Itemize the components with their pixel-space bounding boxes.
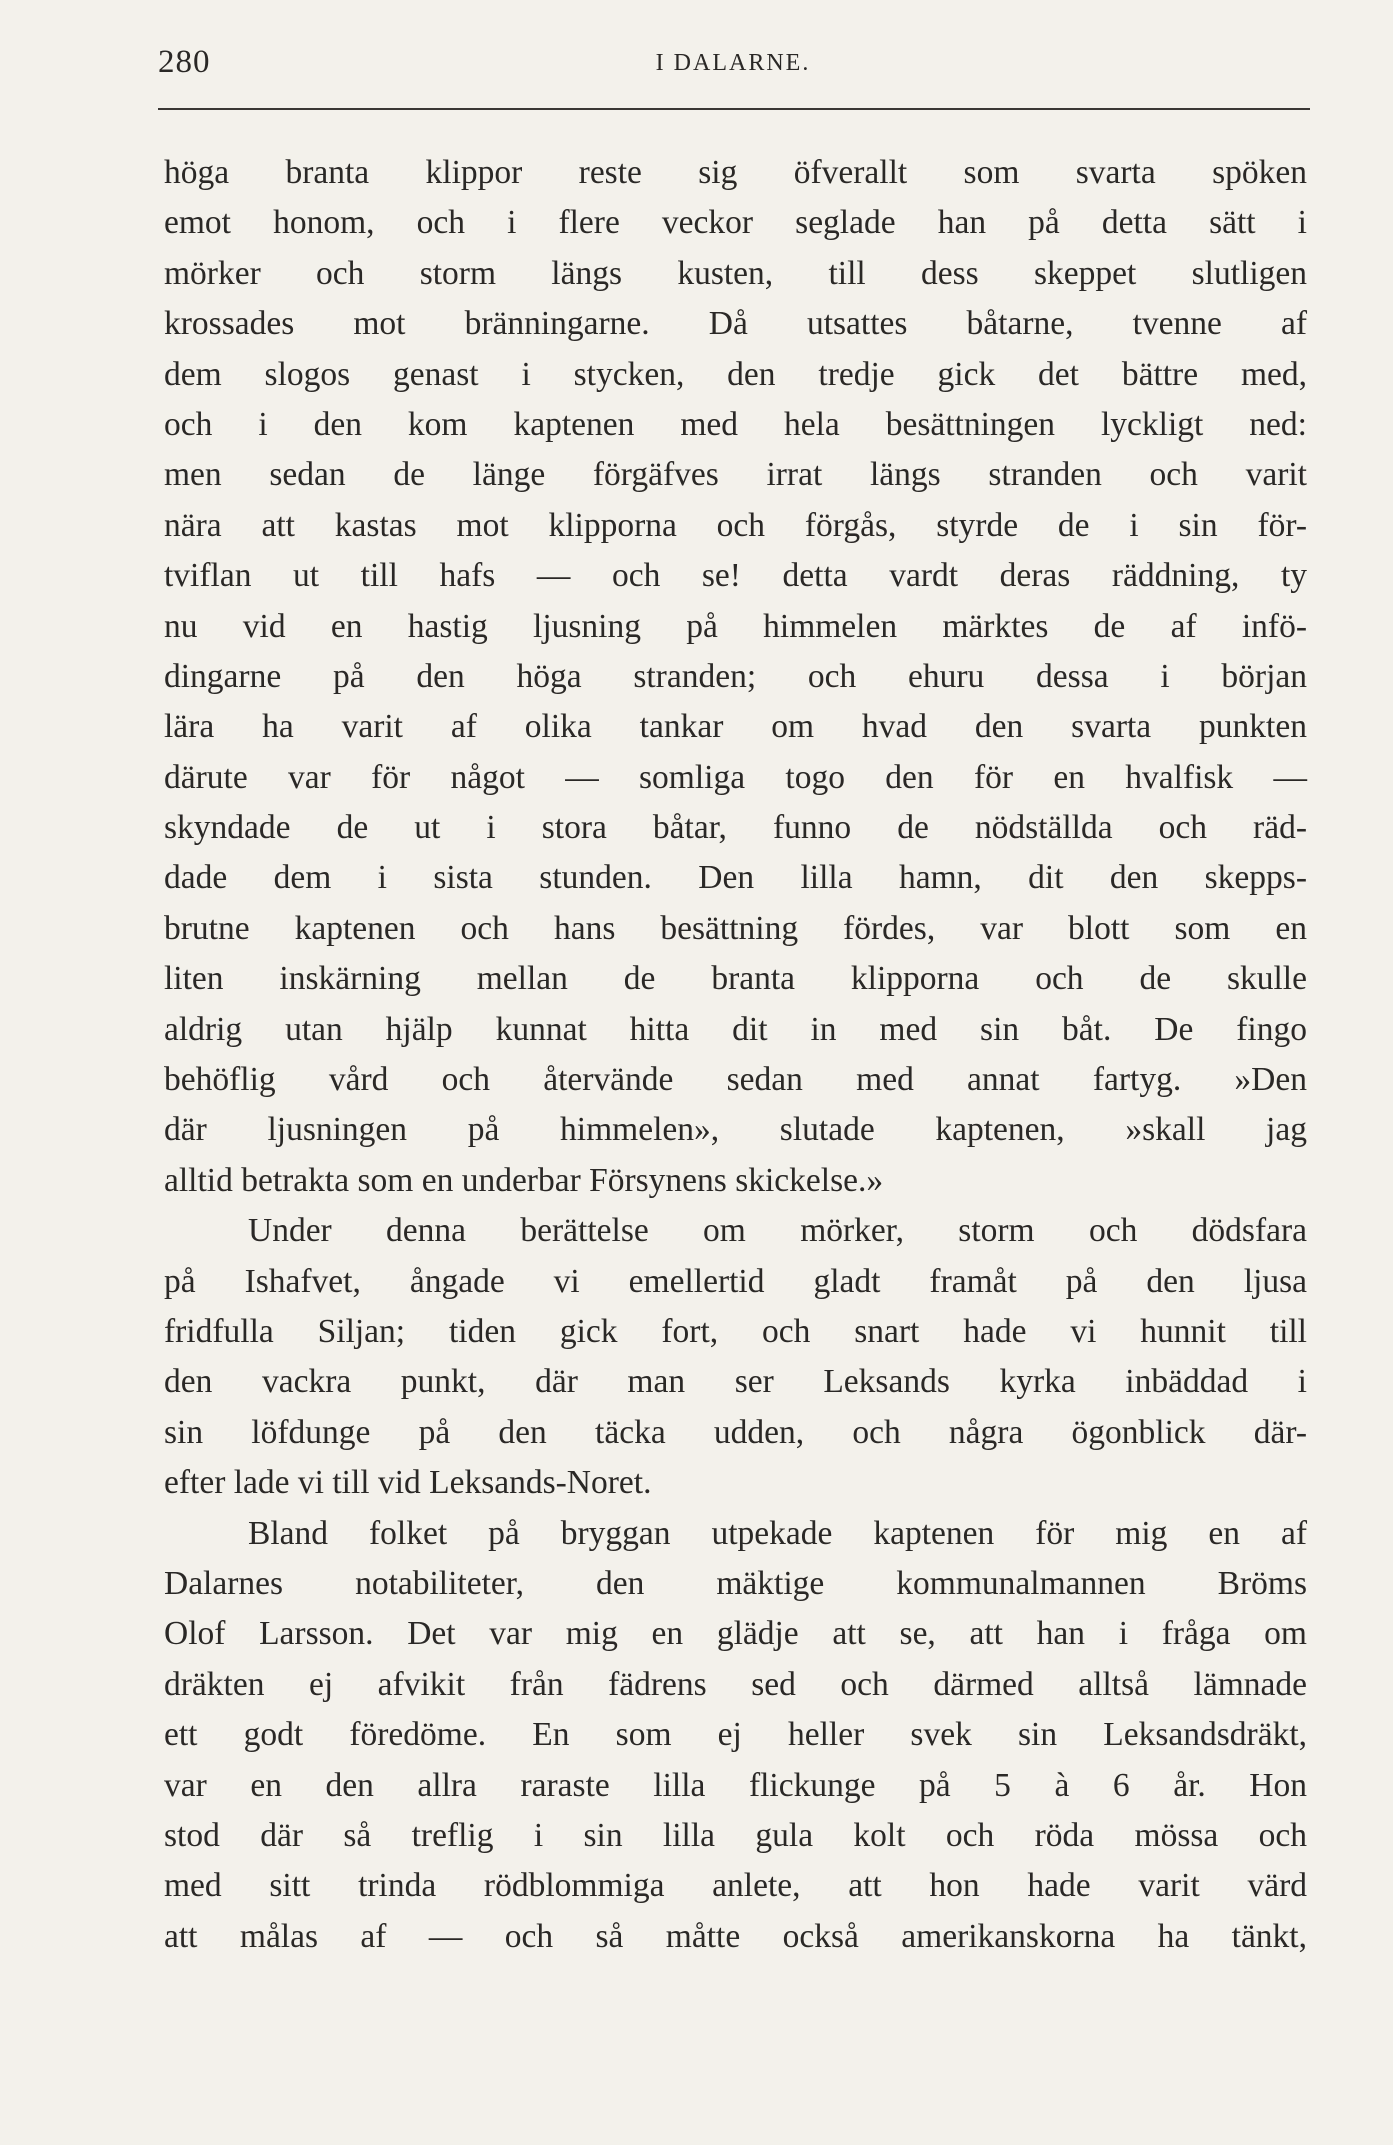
paragraph-last-line: efter lade vi till vid Leksands-Noret.: [164, 1464, 652, 1502]
text-line: Dalarnes notabiliteter, den mäktige kommunalmannen Bröms: [164, 1564, 1307, 1602]
text-line: mörker och storm längs kusten, till dess skeppet slutligen: [164, 254, 1307, 292]
text-line: dade dem i sista stunden. Den lilla hamn, dit den skepps-: [164, 859, 1307, 897]
text-line: tviflan ut till hafs — och se! detta vardt deras räddning, ty: [164, 557, 1307, 595]
text-line: behöflig vård och återvände sedan med annat fartyg. »Den: [164, 1061, 1307, 1099]
text-line: skyndade de ut i stora båtar, funno de nödställda och räd-: [164, 809, 1307, 847]
paragraph-first-line: Bland folket på bryggan utpekade kaptenen för mig en af: [248, 1514, 1307, 1552]
text-line: därute var för något — somliga togo den för en hvalfisk —: [164, 758, 1307, 796]
text-line: och i den kom kaptenen med hela besättningen lyckligt ned:: [164, 405, 1307, 443]
page-number: 280: [158, 44, 211, 80]
text-line: sin löfdunge på den täcka udden, och några ögonblick där-: [164, 1413, 1307, 1451]
text-line: på Ishafvet, ångade vi emellertid gladt framåt på den ljusa: [164, 1262, 1307, 1300]
text-line: dingarne på den höga stranden; och ehuru dessa i början: [164, 657, 1307, 695]
page-header: [158, 44, 1308, 104]
paragraph-last-line: alltid betrakta som en underbar Försynens skickelse.»: [164, 1161, 884, 1199]
text-line: lära ha varit af olika tankar om hvad den svarta punkten: [164, 708, 1307, 746]
text-line: ett godt föredöme. En som ej heller svek sin Leksandsdräkt,: [164, 1716, 1307, 1754]
text-line: där ljusningen på himmelen», slutade kaptenen, »skall jag: [164, 1111, 1307, 1149]
text-line: men sedan de länge förgäfves irrat längs stranden och varit: [164, 456, 1307, 494]
text-line: var en den allra raraste lilla flickunge på 5 à 6 år. Hon: [164, 1766, 1307, 1804]
text-line: brutne kaptenen och hans besättning fördes, var blott som en: [164, 909, 1307, 947]
body-text: [164, 148, 1307, 1962]
text-line: dem slogos genast i stycken, den tredje gick det bättre med,: [164, 355, 1307, 393]
text-line: aldrig utan hjälp kunnat hitta dit in med sin båt. De fingo: [164, 1010, 1307, 1048]
paragraph-first-line: Under denna berättelse om mörker, storm och dödsfara: [248, 1212, 1307, 1250]
text-line: dräkten ej afvikit från fädrens sed och därmed alltså lämnade: [164, 1665, 1307, 1703]
header-rule: [158, 108, 1310, 110]
text-line: nu vid en hastig ljusning på himmelen märktes de af infö-: [164, 607, 1307, 645]
text-line: fridfulla Siljan; tiden gick fort, och snart hade vi hunnit till: [164, 1312, 1307, 1350]
text-line: nära att kastas mot klipporna och förgås, styrde de i sin för-: [164, 506, 1307, 544]
text-line: höga branta klippor reste sig öfverallt som svarta spöken: [164, 154, 1307, 191]
text-line: den vackra punkt, där man ser Leksands kyrka inbäddad i: [164, 1363, 1307, 1401]
text-line: med sitt trinda rödblommiga anlete, att hon hade varit värd: [164, 1867, 1307, 1905]
text-line: krossades mot bränningarne. Då utsattes båtarne, tvenne af: [164, 305, 1307, 343]
text-line: Olof Larsson. Det var mig en glädje att se, att han i fråga om: [164, 1615, 1307, 1653]
text-line: att målas af — och så måtte också amerikanskorna ha tänkt,: [164, 1917, 1307, 1955]
text-line: liten inskärning mellan de branta klipporna och de skulle: [164, 960, 1307, 998]
text-line: emot honom, och i flere veckor seglade han på detta sätt i: [164, 204, 1307, 242]
running-head: I DALARNE.: [655, 50, 811, 76]
text-line: stod där så treflig i sin lilla gula kolt och röda mössa och: [164, 1816, 1307, 1854]
